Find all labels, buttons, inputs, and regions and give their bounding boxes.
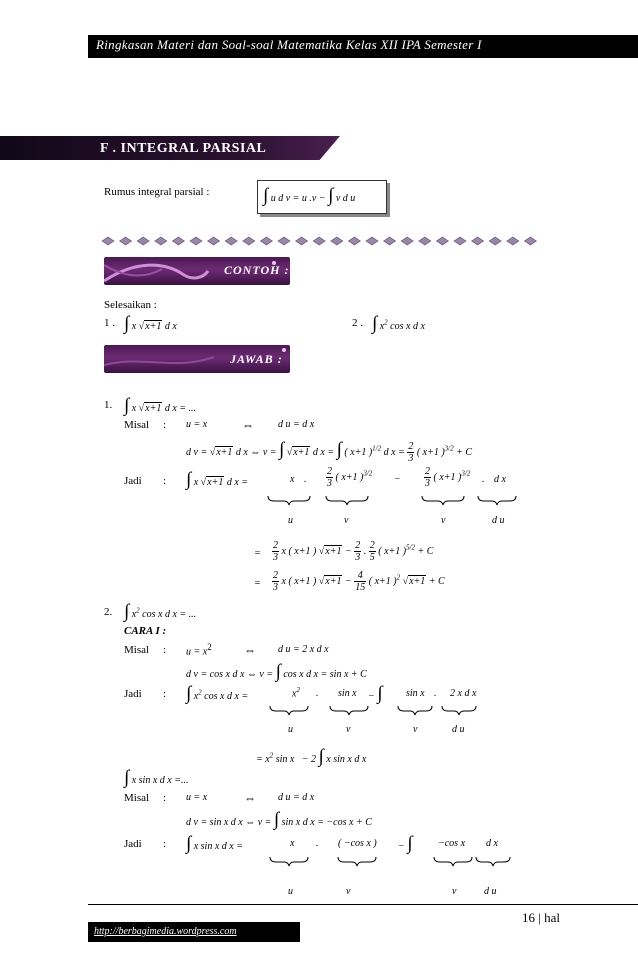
dot: .: [316, 688, 319, 699]
radicand: x+1: [216, 447, 233, 458]
underbrace-du: [476, 857, 510, 866]
sol2-jadi-minus: [368, 684, 382, 703]
underbrace-v2: [422, 496, 464, 505]
numerator: 2: [327, 466, 332, 477]
expr-part: x sin x d x: [326, 754, 367, 765]
sol1-misal-u: u = x: [186, 419, 208, 430]
contoh-label: CONTOH :: [224, 263, 290, 277]
expr-part: sin x: [275, 754, 295, 765]
diamond-ornament: [489, 237, 501, 245]
diamond-ornament: [507, 237, 519, 245]
jawab-label: JAWAB :: [230, 352, 283, 366]
footer-rule: [88, 904, 638, 905]
integral-sign: ∫: [273, 809, 280, 830]
fraction: [272, 540, 279, 563]
jawab-banner: [104, 345, 290, 373]
sol1-jadi-du: d x: [494, 474, 506, 485]
fraction: [354, 570, 366, 593]
radicand: x+1: [325, 575, 342, 587]
expr-part: cos x d x = sin x + C: [283, 669, 367, 680]
sol2-misal2-label: Misal: [124, 792, 150, 804]
integral-sign: ∫: [186, 469, 192, 490]
integral-sign: ∫: [275, 661, 281, 682]
sol2-jadi2-minus: [398, 834, 412, 853]
integral-sign: ∫: [124, 313, 130, 334]
colon: :: [163, 475, 167, 487]
diamond-ornament: [348, 237, 360, 245]
sol1-misal-label: Misal: [124, 419, 150, 431]
expr-part: d x: [164, 321, 177, 332]
radicand: x+1: [207, 477, 224, 488]
integral-sign: ∫: [124, 395, 130, 416]
integral-sign: ∫: [186, 683, 192, 704]
sol1-result-1: $\frac{2}{3}$ x ( x+1 ) √x+1 − $\frac{2}{3}$ . $\frac{2}{5}$ ( x+1 )$^{5/2}$ + C: [273, 540, 434, 563]
dot: .: [304, 474, 307, 485]
integral-sign: ∫: [124, 601, 130, 622]
diamond-ornament: [120, 237, 132, 245]
diamond-ornament: [137, 237, 149, 245]
sol2-misal-u: [186, 642, 212, 657]
denominator: 3: [327, 478, 332, 489]
sol2-result: = $x^2$ sin x − 2 ∫ x sin x d x: [256, 746, 367, 767]
sol1-result-2: $\frac{2}{3}$ x ( x+1 ) √x+1 − $\frac{4}{15}$ ( x+1 )$^2$ √x+1 + C: [273, 570, 445, 593]
diamond-ornament: [190, 237, 202, 245]
radicand: x+1: [145, 321, 162, 332]
expr-part: −: [344, 545, 352, 557]
label-u: u: [288, 724, 293, 735]
expr-part: u = x: [186, 646, 208, 658]
sol2-misal2-du: d u = d x: [278, 792, 315, 803]
soal-1-number: 1 .: [104, 317, 115, 329]
sol1-jadi-label: Jadi: [124, 475, 142, 487]
denominator: 3: [408, 453, 414, 465]
underbrace-du: [442, 706, 476, 715]
expr-part: + C: [456, 447, 473, 458]
integral-sign: ∫: [336, 439, 342, 460]
sol1-jadi-lhs: ∫ x √x+1 d x =: [186, 469, 249, 490]
expr-part: .: [363, 545, 367, 557]
sol2-jadi2-label: Jadi: [124, 838, 142, 850]
expr-part: ( x+1 ): [335, 471, 364, 483]
fraction: [424, 466, 431, 489]
expr-part: = x: [256, 754, 270, 765]
sol2-question: ∫ $x^2$ cos x d x = ...: [124, 601, 197, 622]
sol1-number: 1.: [104, 399, 113, 411]
sol2-misal-label: Misal: [124, 644, 150, 656]
colon: :: [163, 838, 167, 850]
expr-part: d x =: [226, 477, 249, 488]
colon: :: [163, 792, 167, 804]
soal-intro: Selesaikan :: [104, 299, 157, 311]
expr-part: d v = cos x d x ⇔ v =: [186, 669, 274, 680]
denominator: 3: [425, 478, 430, 489]
diamond-ornament: [172, 237, 184, 245]
iff-symbol: ⇔: [244, 791, 256, 805]
integral-sign: ∫: [263, 185, 269, 206]
fraction: [354, 540, 361, 563]
expr-part: x sin x d x =...: [131, 775, 189, 786]
label-v: v: [413, 724, 418, 735]
fraction: [407, 441, 414, 464]
radicand: x+1: [409, 575, 426, 587]
numerator: 2: [273, 570, 278, 581]
diamond-ornament: [401, 237, 413, 245]
sol2-dv2-line: [186, 810, 372, 829]
expr-part: d x =: [312, 447, 335, 458]
equals: =: [254, 578, 261, 589]
label-du: d u: [492, 515, 505, 526]
formula-rhs: v d u: [335, 193, 356, 204]
sol2-dv-line: [186, 662, 367, 681]
integral-sign: ∫: [328, 185, 334, 206]
radicand: x+1: [325, 545, 342, 557]
colon: :: [163, 419, 167, 431]
diamond-ornament: [472, 237, 484, 245]
expr-part: cos x d x: [390, 321, 425, 332]
expr-part: d x ⇔ v =: [235, 447, 277, 458]
sol1-dv-line: d v = √x+1 d x ⇔ v = ∫ √x+1 d x = ∫ ( x+1 )$^{1/2}$ d x = $\frac{2}{3}$ ( x+1 )$^{3/2}$ + C: [186, 439, 473, 465]
expr-part: ( x+1 ): [368, 575, 397, 587]
label-u: u: [288, 886, 293, 897]
soal-2-number: 2 .: [352, 317, 363, 329]
expr-part: x sin x d x =: [193, 841, 243, 852]
header-title: Ringkasan Materi dan Soal-soal Matematika Kelas XII IPA Semester I: [96, 37, 482, 52]
label-u: u: [288, 515, 293, 526]
expr-part: x ( x+1 ): [281, 545, 317, 557]
denominator: 3: [273, 582, 278, 593]
expr-part: ( x+1 ): [378, 545, 407, 557]
sol2-misal2-u: u = x: [186, 792, 208, 803]
numerator: 2: [369, 540, 375, 551]
underbrace-v2: [398, 706, 432, 715]
diamond-ornament: [208, 237, 220, 245]
sol1-question: ∫ x √x+1 d x = ...: [124, 395, 197, 416]
diamond-ornament: [384, 237, 396, 245]
expr-part: d x =: [383, 447, 405, 458]
diamond-ornament: [524, 237, 536, 245]
sol2-jadi-label: Jadi: [124, 688, 142, 700]
label-du: d u: [452, 724, 465, 735]
exponent: 1/2: [372, 444, 382, 453]
diamond-ornament: [436, 237, 448, 245]
sol2-jadi-u: $x^2$: [292, 686, 300, 700]
sol2-jadi-du: 2 x d x: [450, 688, 477, 699]
integral-sign: ∫: [124, 767, 130, 788]
sol1-jadi-v2: [424, 466, 470, 489]
radicand: x+1: [293, 447, 310, 458]
fraction: [326, 466, 333, 489]
diamond-ornament: [102, 237, 114, 245]
sol2-jadi-v: sin x: [338, 688, 357, 699]
diamond-ornament: [331, 237, 343, 245]
underbrace-du: [478, 496, 516, 505]
exponent: 3/2: [444, 444, 454, 453]
expr-part: ( x+1 ): [416, 447, 445, 458]
dot: .: [316, 838, 319, 849]
page-number: 16 | hal: [522, 910, 560, 925]
sol2-cara: CARA I :: [124, 625, 167, 637]
expr-part: ( x+1 ): [433, 471, 462, 483]
expr-part: + C: [428, 575, 445, 587]
expr-part: x: [193, 477, 199, 488]
label-v: v: [441, 515, 446, 526]
expr-part: cos x d x =: [204, 691, 249, 702]
underbrace-u: [270, 857, 308, 866]
sol2-jadi2-lhs: [186, 834, 243, 853]
expr-part: d x = ...: [164, 403, 197, 414]
diamond-ornament: [296, 237, 308, 245]
sol2-jadi-lhs: ∫ $x^2$ cos x d x =: [186, 683, 249, 704]
underbrace-v: [330, 706, 368, 715]
exponent: 2: [207, 642, 212, 652]
label-v: v: [346, 724, 351, 735]
label-du: d u: [484, 886, 497, 897]
minus: −: [394, 474, 401, 485]
sol2-jadi-v2: sin x: [406, 688, 425, 699]
numerator: 2: [408, 441, 414, 453]
diamond-ornament: [366, 237, 378, 245]
radicand: x+1: [145, 403, 162, 414]
denominator: 3: [355, 552, 361, 563]
equals: =: [254, 548, 261, 559]
diamond-ornament: [225, 237, 237, 245]
label-v: v: [452, 886, 457, 897]
expr-part: sin x d x = −cos x + C: [281, 817, 372, 828]
diamond-ornament: [155, 237, 167, 245]
section-title: F . INTEGRAL PARSIAL: [100, 141, 267, 156]
denominator: 5: [369, 552, 375, 563]
sol2-jadi2-du: d x: [486, 838, 498, 849]
sol1-jadi-v: [326, 466, 372, 489]
sol2-number: 2.: [104, 606, 113, 618]
sol1-jadi-u: x: [290, 474, 295, 485]
formula-text: [263, 186, 355, 205]
diamond-ornament: [278, 237, 290, 245]
sol2-jadi2-v: ( −cos x ): [338, 838, 377, 849]
integral-sign: ∫: [407, 833, 413, 854]
underbrace-group: [268, 855, 518, 867]
denominator: 15: [355, 582, 366, 593]
underbrace-group: [268, 704, 488, 716]
exponent: 3/2: [363, 469, 373, 478]
label-v: v: [344, 515, 349, 526]
diamond-ornament: [454, 237, 466, 245]
formula-label: Rumus integral parsial :: [104, 186, 210, 198]
numerator: 2: [425, 466, 430, 477]
fraction: [272, 570, 279, 593]
expr-part: −: [368, 691, 375, 702]
expr-part: d v = sin x d x ⇔ v =: [186, 817, 272, 828]
expr-part: x: [131, 403, 137, 414]
sol2-sub-integral: [124, 768, 188, 787]
underbrace-u: [268, 496, 310, 505]
integral-sign: ∫: [377, 683, 383, 704]
iff-symbol: ⇔: [242, 418, 254, 432]
sol2-misal-du: d u = 2 x d x: [278, 644, 329, 655]
fraction: [369, 540, 376, 563]
integral-sign: ∫: [279, 439, 285, 460]
exponent: 3/2: [461, 469, 471, 478]
formula-lhs: u d v = u .v −: [270, 193, 326, 204]
contoh-banner: [104, 257, 290, 285]
numerator: 4: [354, 570, 366, 582]
diamond-ornament: [243, 237, 255, 245]
exponent: 2: [396, 573, 401, 582]
expr-part: −: [344, 575, 352, 587]
sol2-jadi2-v2: −cos x: [438, 838, 466, 849]
dot: .: [434, 688, 437, 699]
integral-sign: ∫: [186, 833, 192, 854]
integral-sign: ∫: [318, 746, 324, 767]
diamond-ornament: [313, 237, 325, 245]
underbrace-group: [266, 494, 526, 506]
sol2-jadi2-u: x: [290, 838, 295, 849]
expr-part: − 2: [301, 754, 317, 765]
diamond-divider: [100, 236, 540, 246]
exponent: 5/2: [406, 543, 416, 552]
expr-part: d v =: [186, 447, 208, 458]
footer-url-link[interactable]: http://berbagimedia.wordpress.com: [94, 926, 237, 937]
colon: :: [163, 644, 167, 656]
dot: .: [482, 474, 485, 485]
expr-part: + C: [417, 545, 434, 557]
soal-2-expr: ∫ $x^2$ cos x d x: [372, 313, 425, 334]
underbrace-u: [270, 706, 308, 715]
expr-part: x: [292, 688, 297, 700]
numerator: 2: [355, 540, 361, 551]
expr-part: x: [131, 321, 137, 332]
underbrace-v: [326, 496, 368, 505]
numerator: 2: [273, 540, 278, 551]
label-v: v: [346, 886, 351, 897]
expr-part: cos x d x = ...: [142, 609, 197, 620]
integral-sign: ∫: [372, 313, 378, 334]
underbrace-v2: [434, 857, 472, 866]
expr-part: x ( x+1 ): [281, 575, 317, 587]
soal-1-expr: ∫ x √x+1 d x: [124, 313, 177, 334]
denominator: 3: [273, 552, 278, 563]
expr-part: −: [398, 841, 405, 852]
underbrace-v: [338, 857, 376, 866]
diamond-ornament: [260, 237, 272, 245]
sol1-misal-du: d u = d x: [278, 419, 315, 430]
iff-symbol: ⇔: [244, 643, 256, 657]
colon: :: [163, 688, 167, 700]
diamond-ornament: [419, 237, 431, 245]
expr-part: ( x+1 ): [344, 447, 373, 458]
